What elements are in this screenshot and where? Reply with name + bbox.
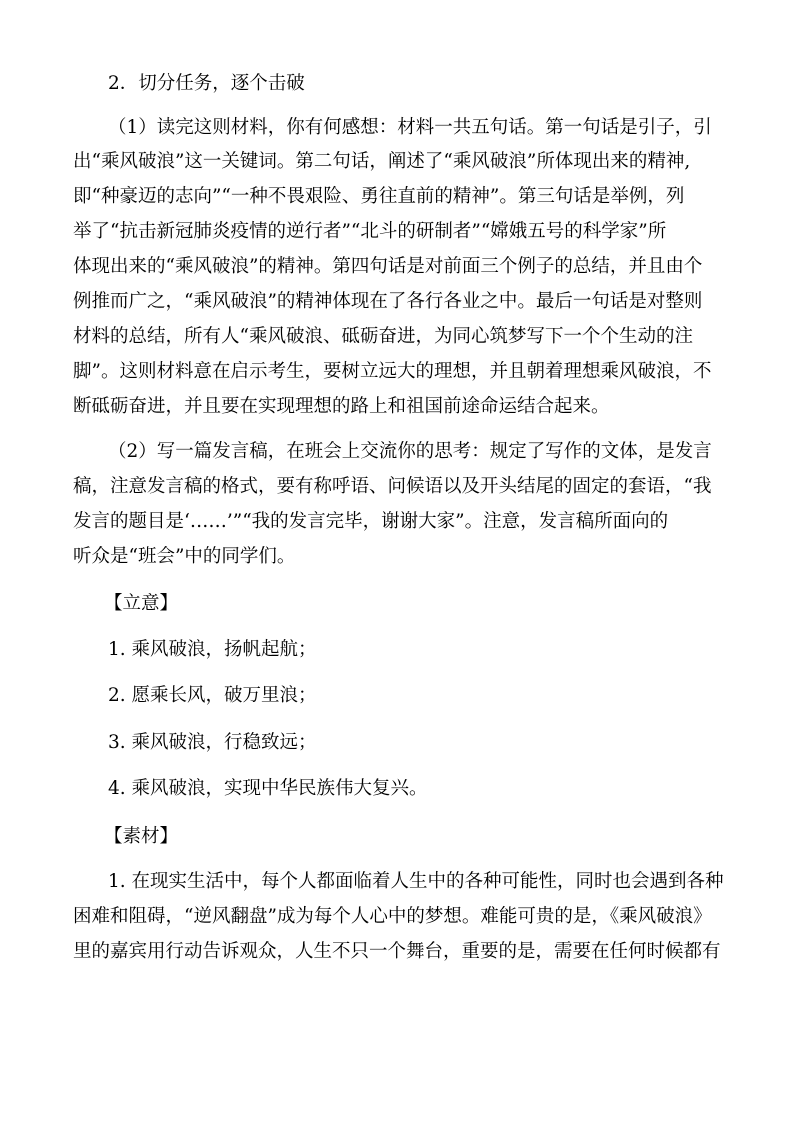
para1-line-4: 举了“抗击新冠肺炎疫情的逆行者”“北斗的研制者”“嫦娥五号的科学家”所 (73, 221, 667, 242)
para2-line-1: （2）写一篇发言稿，在班会上交流你的思考：规定了写作的文体，是发言 (108, 441, 712, 462)
liyi-item-3: 3. 乘风破浪，行稳致远； (108, 732, 317, 753)
para2-line-2: 稿，注意发言稿的格式，要有称呼语、问候语以及开头结尾的固定的套语，“我 (73, 476, 712, 497)
para1-line-1: （1）读完这则材料，你有何感想：材料一共五句话。第一句话是引子，引 (108, 117, 712, 138)
liyi-item-1: 1. 乘风破浪，扬帆起航； (108, 639, 317, 660)
para1-line-7: 材料的总结，所有人“乘风破浪、砥砺奋进，为同心筑梦写下一个个生动的注 (73, 326, 693, 347)
section-title: 2．切分任务，逐个击破 (108, 73, 305, 94)
para1-line-2: 出“乘风破浪”这一关键词。第二句话，阐述了“乘风破浪”所体现出来的精神, (73, 151, 691, 172)
sucai-line-2: 困难和阻碍，“逆风翻盘”成为每个人心中的梦想。难能可贵的是，《乘风破浪》 (73, 906, 712, 927)
liyi-heading: 【立意】 (104, 593, 179, 614)
liyi-item-2: 2. 愿乘长风，破万里浪； (108, 685, 317, 706)
sucai-line-1: 1. 在现实生活中，每个人都面临着人生中的各种可能性，同时也会遇到各种 (108, 871, 724, 892)
para1-line-5: 体现出来的“乘风破浪”的精神。第四句话是对前面三个例子的总结，并且由个 (73, 256, 703, 277)
para1-line-6: 例推而广之，“乘风破浪”的精神体现在了各行各业之中。最后一句话是对整则 (73, 291, 703, 312)
para2-line-3: 发言的题目是‘……’”“我的发言完毕，谢谢大家”。注意，发言稿所面向的 (73, 511, 669, 532)
liyi-item-4: 4. 乘风破浪，实现中华民族伟大复兴。 (108, 778, 428, 799)
para2-line-4: 听众是“班会”中的同学们。 (73, 546, 296, 567)
para1-line-3: 即“种豪迈的志向”“一种不畏艰险、勇往直前的精神”。第三句话是举例，列 (73, 186, 685, 207)
sucai-line-3: 里的嘉宾用行动告诉观众，人生不只一个舞台，重要的是，需要在任何时候都有 (73, 941, 721, 962)
para1-line-8: 脚”。这则材料意在启示考生，要树立远大的理想，并且朝着理想乘风破浪，不 (73, 361, 712, 382)
sucai-heading: 【素材】 (104, 826, 179, 847)
para1-line-9: 断砥砺奋进，并且要在实现理想的路上和祖国前途命运结合起来。 (73, 396, 610, 417)
